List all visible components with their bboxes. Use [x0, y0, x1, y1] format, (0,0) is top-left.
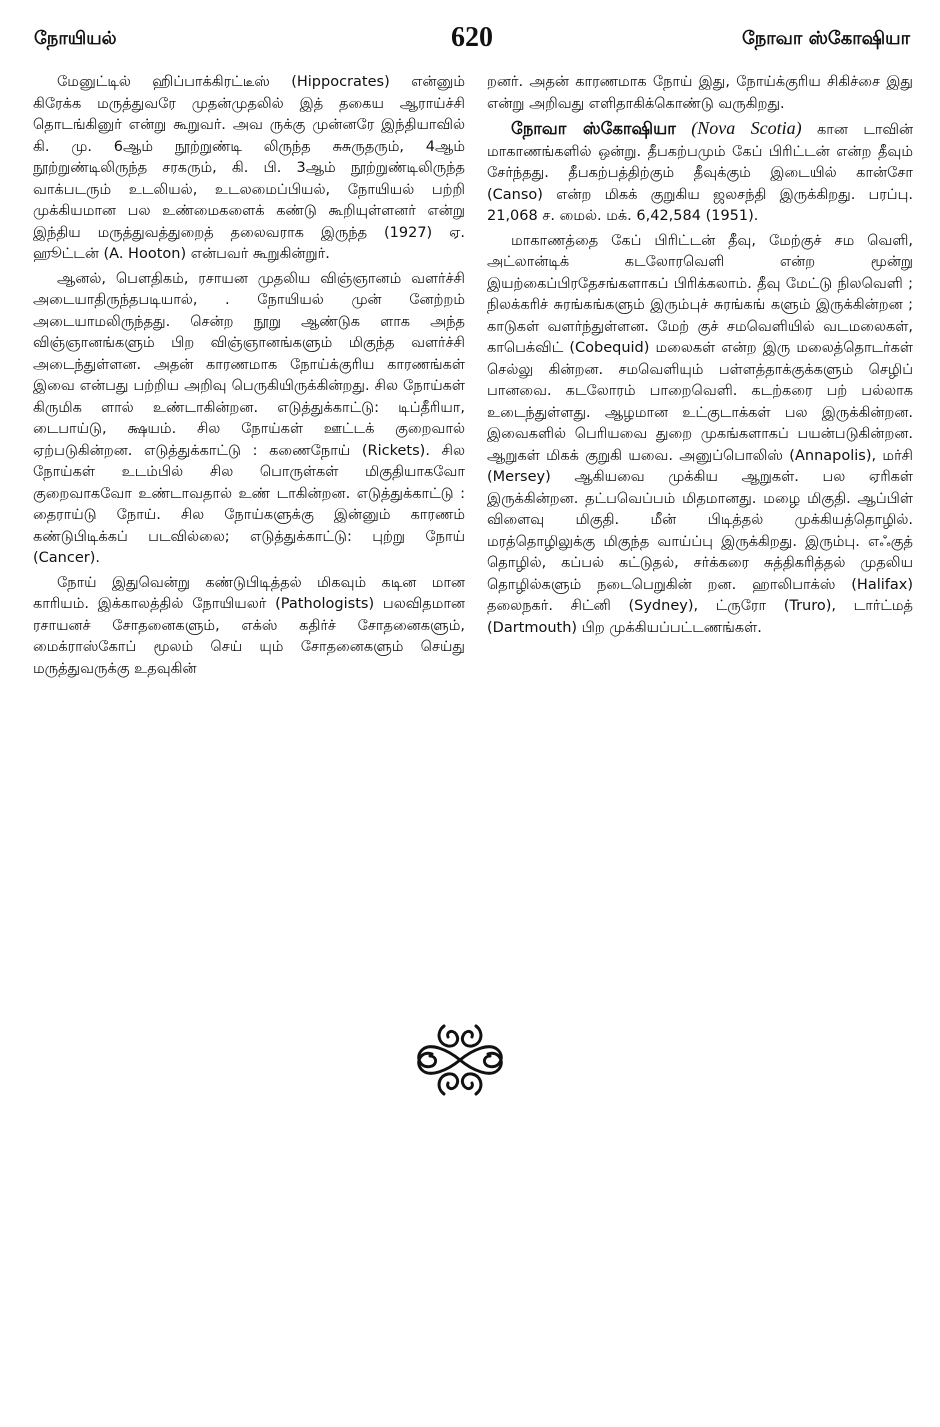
entry-headword: நோவா ஸ்கோஷியா — [511, 119, 676, 138]
running-head-right: நோவா ஸ்கோஷியா — [741, 28, 910, 49]
right-column — [487, 72, 913, 642]
entry-body: கான டாவின் மாகாணங்களில் ஒன்று. தீபகற்பமும் கேப் பிரிட்டன் என்ற தீவும் சேர்ந்தது. தீபகற்பத்திற்கும் தீவுக்கும் இடையில் கான்சோ (Canso) என்ற மிகக் குறுகிய ஜலசந்தி இருக்கிறது. பரப்பு. 21,068 ச. மைல். மக். 6,42,584 (1951). — [487, 122, 914, 224]
entry-paragraph — [487, 118, 913, 228]
left-column — [33, 72, 465, 683]
page-header — [34, 22, 910, 58]
paragraph: மாகாணத்தை கேப் பிரிட்டன் தீவு, மேற்குச் சம வெளி, அட்லான்டிக் கடலோரவெளி என்ற மூன்று இயற்கைப்பிரதேசங்களாகப் பிரிக்கலாம். தீவு மேட்டு நிலவெளி ; நிலக்கரிச் சுரங்கங்களும் இரும்புச் சுரங்கங் களும் இருக்கின்றன ; காடுகள் வளர்ந்துள்ளன. மேற் குச் சமவெளியில் வடமலைகள், காபெக்விட் (Cobequid) மலைகள் என்ற இரு மலைத்தொடர்கள் செல்லு கின்றன. சமவெளியும் பள்ளத்தாக்குக்களும் செழிப் பானவை. கடலோரம் பாறைவெளி. கடற்கரை பற் பல்லாக உடைந்துள்ளது. ஆழமான உட்குடாக்கள் பல இருக்கின்றன. இவைகளில் பெரியவை துறை முகங்களாகப் பயன்படுகின்றன. ஆறுகள் மிகக் குறுகி யவை. அனுப்பொலிஸ் (Annapolis), மர்சி (Mersey) ஆகியவை முக்கிய ஆறுகள். பல ஏரிகள் இருக்கின்றன. தட்பவெப்பம் மிதமானது. மழை மிகுதி. ஆப்பிள் விளைவு மிகுதி. மீன் பிடித்தல் முக்கியத்தொழில். மரத்தொழிலுக்கு மிகுந்த வாய்ப்பு இருக்கிறது. இரும்பு. எஃகுத் தொழில், கப்பல் கட்டுதல், சர்க்கரை சுத்திகரித்தல் முதலிய தொழில்களும் நடைபெறுகின் றன. ஹாலிபாக்ஸ் (Halifax) தலைநகர். சிட்னி (Sydney), ட்ருரோ (Truro), டார்ட்மத் (Dartmouth) பிற முக்கியப்பட்டணங்கள். — [487, 232, 913, 636]
paragraph: மேனுட்டில் ஹிப்பாக்கிரட்டீஸ் (Hippocrates) என்னும் கிரேக்க மருத்துவரே முதன்முதலில் இத் தகைய ஆராய்ச்சி தொடங்கினுர் என்று கூறுவர். அவ ருக்கு முன்னரே இந்தியாவில் கி. மு. 6ஆம் நூற்றுண்டி லிருந்த சுசுருதரும், 4ஆம் நூற்றுண்டிலிருந்த சரகரும், கி. பி. 3ஆம் நூற்றுண்டிலிருந்த வாக்படரும் உடலியல், உடலமைப்பியல், நோயியல் பற்றி முக்கியமான பல உண்மைகளைக் கண்டு கூறியுள்ளனர் என்று இந்திய மருத்துவத்துறைத் தலைவராக இருந்த (1927) ஏ. ஹூட்டன் (A. Hooton) என்பவர் கூறுகின்றுர். — [33, 74, 465, 262]
entry-latin-name: (Nova Scotia) — [691, 118, 802, 138]
paragraph: நோய் இதுவென்று கண்டுபிடித்தல் மிகவும் கடின மான காரியம். இக்காலத்தில் நோயியலர் (Pathologists) பலவிதமான ரசாயனச் சோதனைகளும், எக்ஸ் கதிர்ச் சோதனைகளும், மைக்ராஸ்கோப் மூலம் செய் யும் சோதனைகளும் செய்து மருத்துவருக்கு உதவுகின் — [33, 574, 465, 677]
decorative-scroll-ornament-icon — [408, 1020, 512, 1100]
paragraph: ஆனல், பௌதிகம், ரசாயன முதலிய விஞ்ஞானம் வளர்ச்சி அடையாதிருந்தபடியால், . நோயியல் முன் னேற்றம் அடையாமலிருந்தது. சென்ற நூறு ஆண்டுக ளாக அந்த விஞ்ஞானங்களும் பிற விஞ்ஞானங்களும் மிகுந்த வளர்ச்சி அடைந்துள்ளன. அதன் காரணமாக நோய்க்குரிய காரணங்கள் இவை என்பது பற்றிய அறிவு பெருகியிருக்கின்றது. சில நோய்கள் கிருமிக ளால் உண்டாகின்றன. எடுத்துக்காட்டு: டிப்தீரியா, டைபாய்டு, க்ஷயம். சில நோய்கள் ஊட்டக் குறைவால் ஏற்படுகின்றன. எடுத்துக்காட்டு : கணைநோய் (Rickets). சில நோய்கள் உடம்பில் சில பொருள்கள் மிகுதியாகவோ குறைவாகவோ உண்டாவதால் உண் டாகின்றன. எடுத்துக்காட்டு : தைராய்டு நோய். சில நோய்களுக்கு இன்னும் காரணம் கண்டுபிடிக்கப் படவில்லை; எடுத்துக்காட்டு: புற்று நோய் (Cancer). — [33, 270, 465, 566]
paragraph: றனர். அதன் காரணமாக நோய் இது, நோய்க்குரிய சிகிச்சை இது என்று அறிவது எளிதாகிக்கொண்டு வருகிறது. — [487, 74, 913, 112]
running-head-left: நோயியல் — [34, 28, 117, 49]
page-number: 620 — [451, 22, 493, 53]
